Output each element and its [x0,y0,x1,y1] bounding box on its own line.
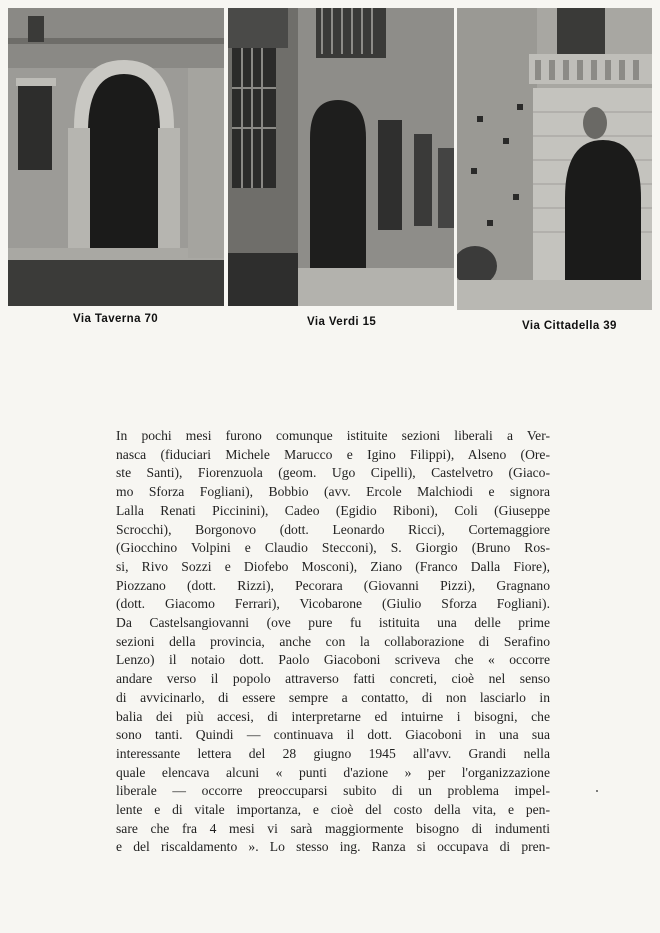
body-line: mo Sforza Fogliani), Bobbio (avv. Ercole Malchiodi e signora [116,484,550,500]
photo-via-taverna [8,8,224,306]
photo-via-cittadella-image [457,8,652,310]
body-line: Lenzo) il notaio dott. Paolo Giacoboni scriveva che « occorre [116,652,550,668]
photo-via-cittadella [457,8,652,310]
body-line: liberale — occorre preoccuparsi subito di un problema impel- [116,783,550,799]
photo-via-taverna-image [8,8,224,306]
body-line: e del riscaldamento ». Lo stesso ing. Ranza si occupava di pren- [116,839,550,855]
body-line: Piozzano (dott. Rizzi), Pecorara (Giovanni Pizzi), Gragnano [116,577,550,593]
body-line: di avvicinarlo, di essere sempre a contatto, di non lasciarlo in [116,689,550,705]
photo-via-verdi-image [228,8,454,306]
body-line: balia dei più accesi, di interpretarne ed intuirne i bisogni, che [116,708,550,724]
body-line: Scrocchi), Borgonovo (dott. Leonardo Ricci), Cortemaggiore [116,521,550,537]
body-line: interessante lettera del 28 giugno 1945 all'avv. Grandi nella [116,745,550,761]
body-line: sare che fra 4 mesi vi sarà maggiormente bisogno di indumenti [116,820,550,836]
body-line: andare verso il popolo attraverso fatti concreti, cioè nel senso [116,671,550,687]
body-line: sono tanti. Quindi — continuava il dott. Giacoboni in una sua [116,727,550,743]
body-line: In pochi mesi furono comunque istituite sezioni liberali a Ver- [116,428,550,443]
body-line: quale elencava alcuni « punti d'azione » per l'organizzazione [116,764,550,780]
print-speck [596,790,598,792]
caption-via-taverna: Via Taverna 70 [73,313,159,325]
body-line: si, Rivo Sozzi e Diofebo Mosconi), Ziano (Franco Dalla Fiore), [116,558,550,574]
body-line: ste Santi), Fiorenzuola (geom. Ugo Cipelli), Castelvetro (Giaco- [116,465,550,481]
body-line: (dott. Giacomo Ferrari), Vicobarone (Giulio Sforza Fogliani). [116,596,550,612]
body-line: Lalla Renati Piccinini), Cadeo (Egidio Riboni), Coli (Giuseppe [116,502,550,518]
photo-via-verdi [228,8,454,306]
caption-via-cittadella: Via Cittadella 39 [522,320,617,332]
body-line: nasca (fiduciari Michele Marucco e Igino Filippi), Alseno (Ore- [116,446,550,462]
body-line: lente e di vitale importanza, e cioè del costo della vita, e pen- [116,802,550,818]
caption-via-verdi: Via Verdi 15 [307,316,377,328]
body-line: sezioni della provincia, anche con la collaborazione di Serafino [116,633,550,649]
body-line: (Giocchino Volpini e Claudio Stecconi), S. Giorgio (Bruno Ros- [116,540,550,556]
body-line: Da Castelsangiovanni (ove pure fu istituita una delle prime [116,615,550,631]
body-paragraph [116,427,550,857]
